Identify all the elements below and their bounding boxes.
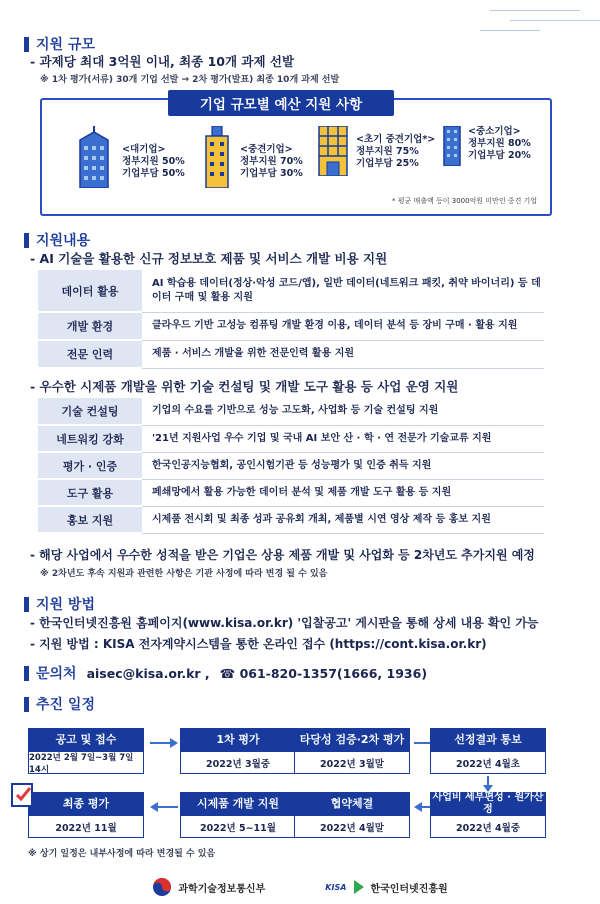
step-label: 최종 평가 [28,792,144,816]
budget-item-early-midsize [316,126,435,176]
step-label: 공고 및 접수 [28,728,144,752]
group2-table [38,398,544,534]
table-row [38,270,544,312]
step-date: 2022년 5~11월 [180,816,296,838]
budget-self: 기업부담 30% [240,168,303,179]
table-row [38,312,544,340]
row-value: 한국인공지능협회, 공인시험기관 등 성능평가 및 인증 취득 지원 [142,452,544,479]
budget-title: 기업 규모별 예산 지원 사항 [168,90,394,116]
row-label: 기술 컨설팅 [38,398,142,425]
second-year-note: ※ 2차년도 후속 지원과 관련한 사항은 기관 사정에 따라 변경 될 수 있음 [40,569,328,579]
budget-footnote: * 평균 매출액 등이 3000억원 미만인 중견 기업 [392,197,538,205]
schedule-step [294,792,410,838]
org-msit [152,877,265,897]
budget-gov: 정부지원 75% [356,146,419,157]
contact-row [24,663,427,683]
row-label: 평가 · 인증 [38,452,142,479]
row-value: 클라우드 기반 고성능 컴퓨팅 개발 환경 이용, 데이터 분석 등 장비 구매 · 활용 지원 [142,312,544,340]
table-row [38,398,544,425]
step-date: 2022년 3월말 [294,752,410,774]
method-line-1: - 한국인터넷진흥원 홈페이지(www.kisa.or.kr) '입찰공고' 게시판을 통해 상세 내용 확인 가능 [30,616,539,630]
budget-gov: 정부지원 50% [122,156,185,167]
circuit-decoration [470,0,600,40]
small-building-icon [442,126,462,166]
budget-self: 기업부담 20% [468,150,531,161]
row-label: 개발 환경 [38,312,142,340]
taegeuk-logo-icon [152,877,172,897]
row-value: '21년 지원사업 우수 기업 및 국내 AI 보안 산 · 학 · 연 전문가 기술교류 지원 [142,425,544,452]
step-date: 2022년 11월 [28,816,144,838]
step-label: 사업비 세부편성 · 원가산정 [430,792,546,816]
step-label: 시제품 개발 지원 [180,792,296,816]
row-value: 제품 · 서비스 개발을 위한 전문인력 활용 지원 [142,340,544,368]
kisa-logo-icon [352,880,364,894]
budget-self: 기업부담 25% [356,158,419,169]
step-date: 2022년 4월중 [430,816,546,838]
schedule-note: ※ 상기 일정은 내부사정에 따라 변경될 수 있음 [28,849,216,859]
schedule-step [430,792,546,838]
group2-title: - 우수한 시제품 개발을 위한 기술 컨설팅 및 개발 도구 활용 등 사업 운영 지원 [30,379,459,394]
arrow-left-icon [150,802,178,812]
schedule-step [28,792,144,838]
step-date: 2022년 4월초 [430,752,546,774]
table-row [38,506,544,533]
row-label: 도구 활용 [38,479,142,506]
org-kisa [325,880,447,895]
table-row [38,425,544,452]
table-row [38,452,544,479]
org-msit-name: 과학기술정보통신부 [178,883,266,895]
step-date: 2022년 2월 7일~3월 7일 14시 [28,752,144,774]
schedule-step [294,728,410,774]
contact-email[interactable]: aisec@kisa.or.kr , [86,665,210,681]
row-value: 페쇄망에서 활용 가능한 데이터 분석 및 제품 개발 도구 활용 등 지원 [142,479,544,506]
row-value: 기업의 수요를 기반으로 성능 고도화, 사업화 등 기술 컨설팅 지원 [142,398,544,425]
support-scale-line: - 과제당 최대 3억원 이내, 최종 10개 과제 선발 [30,54,295,69]
step-date: 2022년 3월중 [180,752,296,774]
table-row [38,479,544,506]
budget-category: <중소기업> [468,126,521,137]
step-label: 1차 평가 [180,728,296,752]
schedule-step [28,728,144,774]
support-scale-note: ※ 1차 평가(서류) 30개 기업 선발 → 2차 평가(발표) 최종 10개 과제 선발 [40,75,340,85]
section-marker [24,37,29,52]
budget-gov: 정부지원 70% [240,156,303,167]
footer [0,870,600,904]
section-title-support-content: 지원내용 [24,230,90,250]
large-building-icon [72,126,116,188]
tower-building-icon [200,126,234,188]
schedule-step [180,728,296,774]
org-kisa-name: 한국인터넷진흥원 [370,883,448,895]
checklist-icon [10,782,38,808]
section-title-support-scale: 지원 규모 [24,34,95,54]
row-label: 네트워킹 강화 [38,425,142,452]
budget-item-large [72,126,185,188]
budget-category: <중견기업> [240,144,293,155]
row-label: 전문 인력 [38,340,142,368]
step-date: 2022년 4월말 [294,816,410,838]
row-value: AI 학습용 데이터(정상·악성 코드/앱), 일반 데이터(네트워크 패킷, 취약 바이너리) 등 데이터 구매 및 활용 지원 [142,270,544,312]
method-line-2: - 지원 방법 : KISA 전자계약시스템을 통한 온라인 접수 (https://cont.kisa.or.kr) [30,637,487,651]
contact-phone: ☎ 061-820-1357(1666, 1936) [219,665,428,681]
row-value: 시제품 전시회 및 최종 성과 공유회 개최, 제품별 시연 영상 제작 등 홍보 지원 [142,506,544,533]
arrow-right-icon [150,738,178,748]
section-title-schedule: 추진 일정 [24,694,95,714]
group1-title: - AI 기술을 활용한 신규 정보보호 제품 및 서비스 개발 비용 지원 [30,251,388,266]
kisa-abbr: KISA [325,882,347,892]
second-year-line: - 해당 사업에서 우수한 성적을 받은 기업은 상용 제품 개발 및 사업화 등 2차년도 추가지원 예정 [30,548,535,562]
table-row [38,340,544,368]
budget-item-midsize [200,126,303,188]
step-label: 협약체결 [294,792,410,816]
budget-category: <초기 중견기업*> [356,134,436,145]
row-label: 홍보 지원 [38,506,142,533]
mid-building-icon [316,126,350,176]
section-marker [24,597,29,612]
section-marker [24,233,29,248]
budget-gov: 정부지원 80% [468,138,531,149]
budget-self: 기업부담 50% [122,168,185,179]
schedule-step [180,792,296,838]
arrow-down-icon [483,776,493,792]
step-label: 타당성 검증·2차 평가 [294,728,410,752]
step-label: 선정결과 통보 [430,728,546,752]
section-marker [24,697,29,712]
section-title-method: 지원 방법 [24,594,95,614]
budget-item-small [442,126,531,166]
schedule-step [430,728,546,774]
row-label: 데이터 활용 [38,270,142,312]
section-marker [24,666,29,681]
contact-title: 문의처 [36,666,77,682]
budget-category: <대기업> [122,144,166,155]
group1-table [38,270,544,369]
